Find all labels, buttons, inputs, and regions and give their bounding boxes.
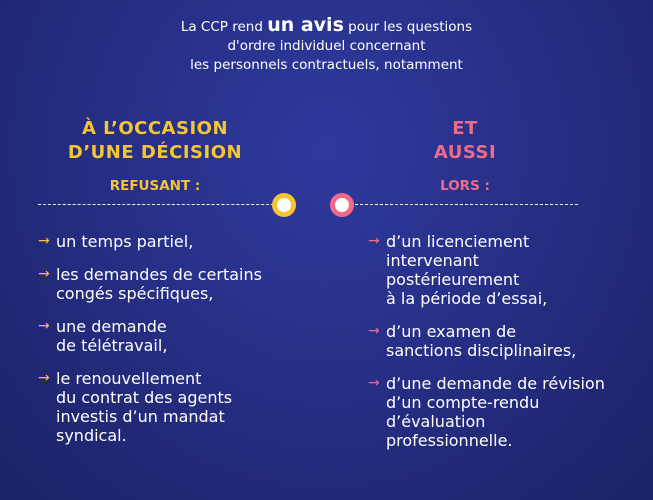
left-heading-line: À L’OCCASION xyxy=(81,118,229,139)
right-list-item-line: professionnelle. xyxy=(386,431,513,450)
right-item-list xyxy=(368,232,638,464)
arrow-right-icon: → xyxy=(38,318,50,334)
arrow-right-icon: → xyxy=(38,370,50,386)
arrow-right-icon: → xyxy=(368,323,380,339)
left-heading-line: D’UNE DÉCISION xyxy=(67,142,243,163)
intro-line-1 xyxy=(0,16,653,37)
arrow-right-icon: → xyxy=(38,233,50,249)
intro-line-3: les personnels contractuels, notamment xyxy=(190,57,463,73)
left-heading xyxy=(40,117,270,165)
right-list-item xyxy=(368,232,638,308)
right-list-item-line: d’une demande de révision xyxy=(386,374,605,393)
right-list-item-line: sanctions disciplinaires, xyxy=(386,341,577,360)
left-item-list xyxy=(38,232,308,459)
left-list-item-line: du contrat des agents xyxy=(56,388,233,407)
left-dashed-divider xyxy=(38,204,274,205)
intro-line-2: d'ordre individuel concernant xyxy=(227,38,426,54)
left-list-item xyxy=(38,232,308,251)
arrow-right-icon: → xyxy=(38,266,50,282)
left-list-item-line: un temps partiel, xyxy=(56,232,194,251)
intro-text-part: pour les questions xyxy=(343,19,473,35)
right-list-item-line: d’un examen de xyxy=(386,322,517,341)
yellow-circle-icon xyxy=(272,193,296,217)
left-list-item-line: syndical. xyxy=(56,426,127,445)
left-list-item xyxy=(38,265,308,303)
right-list-item-line: intervenant xyxy=(386,251,479,270)
right-list-item-line: d’évaluation xyxy=(386,412,486,431)
left-list-item-line: congés spécifiques, xyxy=(56,284,214,303)
left-list-item-line: investis d’un mandat xyxy=(56,407,225,426)
intro-emphasis: un avis xyxy=(267,14,344,36)
left-list-item-line: de télétravail, xyxy=(56,336,168,355)
right-list-item xyxy=(368,374,638,450)
left-list-item-line: le renouvellement xyxy=(56,369,202,388)
arrow-right-icon: → xyxy=(368,375,380,391)
right-heading-line: ET xyxy=(452,118,478,139)
right-heading-line: AUSSI xyxy=(433,142,497,163)
left-list-item xyxy=(38,317,308,355)
right-list-item-line: d’un compte-rendu xyxy=(386,393,540,412)
intro-text xyxy=(0,16,653,75)
left-list-item-line: une demande xyxy=(56,317,167,336)
right-subheading: LORS : xyxy=(440,178,490,194)
right-list-item xyxy=(368,322,638,360)
arrow-right-icon: → xyxy=(368,233,380,249)
left-list-item xyxy=(38,369,308,445)
pink-circle-icon xyxy=(330,193,354,217)
left-list-item-line: les demandes de certains xyxy=(56,265,262,284)
right-list-item-line: d’un licenciement xyxy=(386,232,530,251)
right-list-item-line: postérieurement xyxy=(386,270,520,289)
intro-text-part: La CCP rend xyxy=(180,19,268,35)
right-list-item-line: à la période d’essai, xyxy=(386,289,548,308)
right-dashed-divider xyxy=(350,204,578,205)
right-heading xyxy=(360,117,570,165)
left-subheading: REFUSANT : xyxy=(109,178,201,194)
